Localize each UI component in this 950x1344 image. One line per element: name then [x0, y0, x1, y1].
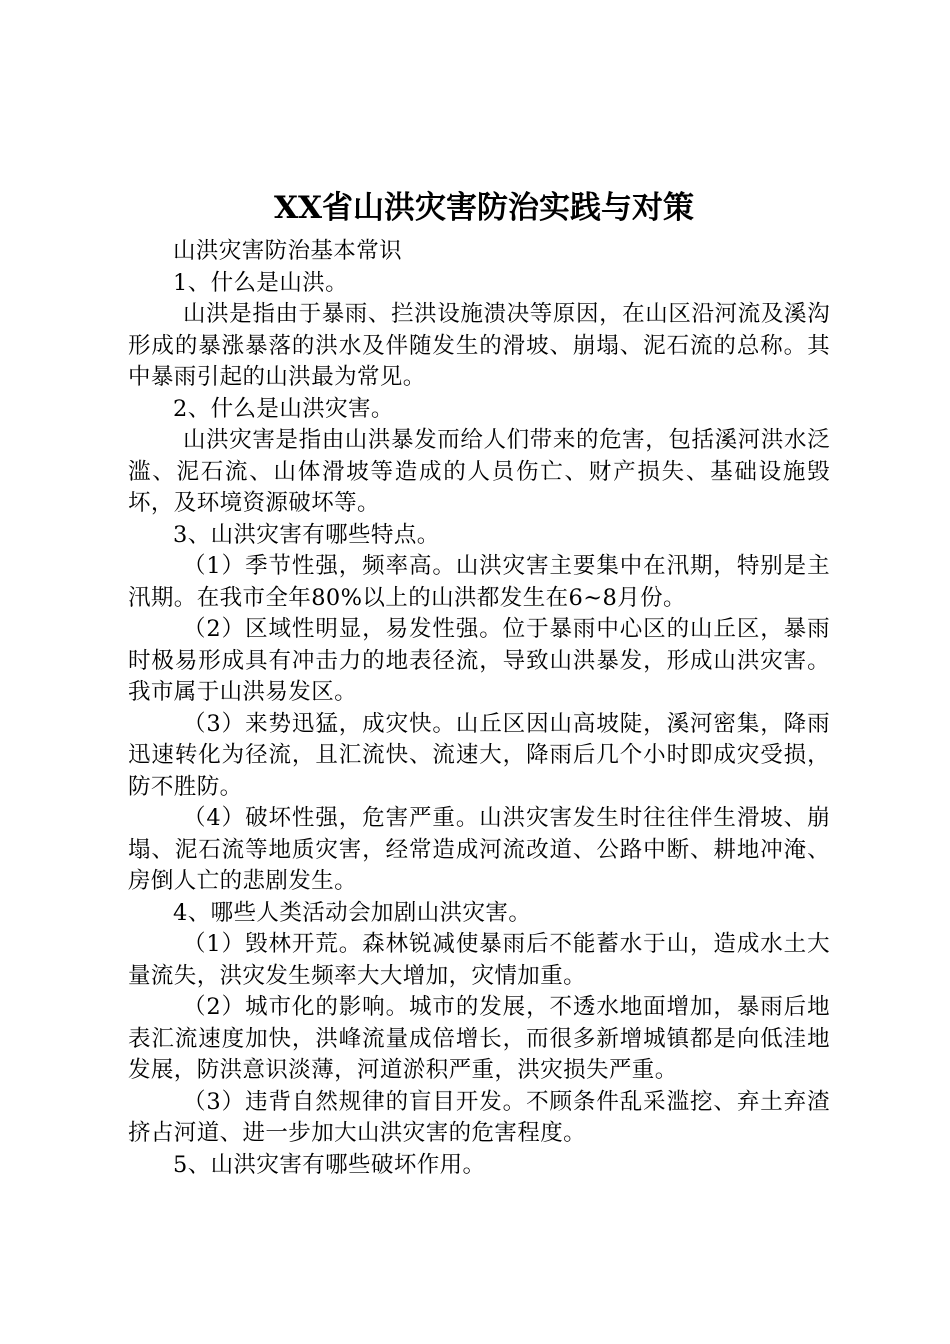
- question-heading-4: 4、哪些人类活动会加剧山洪灾害。: [173, 899, 532, 926]
- document-page: [128, 186, 830, 1181]
- body-paragraph: 山洪是指由于暴雨、拦洪设施溃决等原因，在山区沿河流及溪沟形成的暴涨暴落的洪水及伴随发生的滑坡、崩塌、泥石流的总称。其中暴雨引起的山洪最为常见。: [128, 301, 830, 390]
- list-item-paragraph: （1）毁林开荒。森林锐减使暴雨后不能蓄水于山，造成水土大量流失，洪灾发生频率大大增加，灾情加重。: [128, 931, 830, 989]
- list-item-paragraph: （1）季节性强，频率高。山洪灾害主要集中在汛期，特别是主汛期。在我市全年80%以上的山洪都发生在6~8月份。: [128, 553, 830, 611]
- question-heading-1: 1、什么是山洪。: [173, 269, 349, 296]
- list-item-paragraph: （3）违背自然规律的盲目开发。不顾条件乱采滥挖、弃土弃渣挤占河道、进一步加大山洪灾害的危害程度。: [128, 1088, 830, 1146]
- section-heading: 山洪灾害防治基本常识: [173, 238, 403, 264]
- list-item-paragraph: （4）破坏性强，危害严重。山洪灾害发生时往往伴生滑坡、崩塌、泥石流等地质灾害，经常造成河流改道、公路中断、耕地冲淹、房倒人亡的悲剧发生。: [128, 805, 830, 894]
- body-paragraph: 山洪灾害是指由山洪暴发而给人们带来的危害，包括溪河洪水泛滥、泥石流、山体滑坡等造成的人员伤亡、财产损失、基础设施毁坏，及环境资源破坏等。: [128, 427, 830, 516]
- document-title: XX省山洪灾害防治实践与对策: [273, 190, 695, 226]
- question-heading-3: 3、山洪灾害有哪些特点。: [173, 521, 440, 548]
- question-heading-2: 2、什么是山洪灾害。: [173, 395, 394, 422]
- list-item-paragraph: （2）城市化的影响。城市的发展，不透水地面增加，暴雨后地表汇流速度加快，洪峰流量成倍增长，而很多新增城镇都是向低洼地发展，防洪意识淡薄，河道淤积严重，洪灾损失严重。: [128, 994, 830, 1083]
- list-item-paragraph: （3）来势迅猛，成灾快。山丘区因山高坡陡，溪河密集，降雨迅速转化为径流，且汇流快、流速大，降雨后几个小时即成灾受损，防不胜防。: [128, 710, 830, 800]
- list-item-paragraph: （2）区域性明显，易发性强。位于暴雨中心区的山丘区，暴雨时极易形成具有冲击力的地表径流，导致山洪暴发，形成山洪灾害。我市属于山洪易发区。: [128, 616, 830, 705]
- question-heading-5: 5、山洪灾害有哪些破坏作用。: [173, 1151, 486, 1178]
